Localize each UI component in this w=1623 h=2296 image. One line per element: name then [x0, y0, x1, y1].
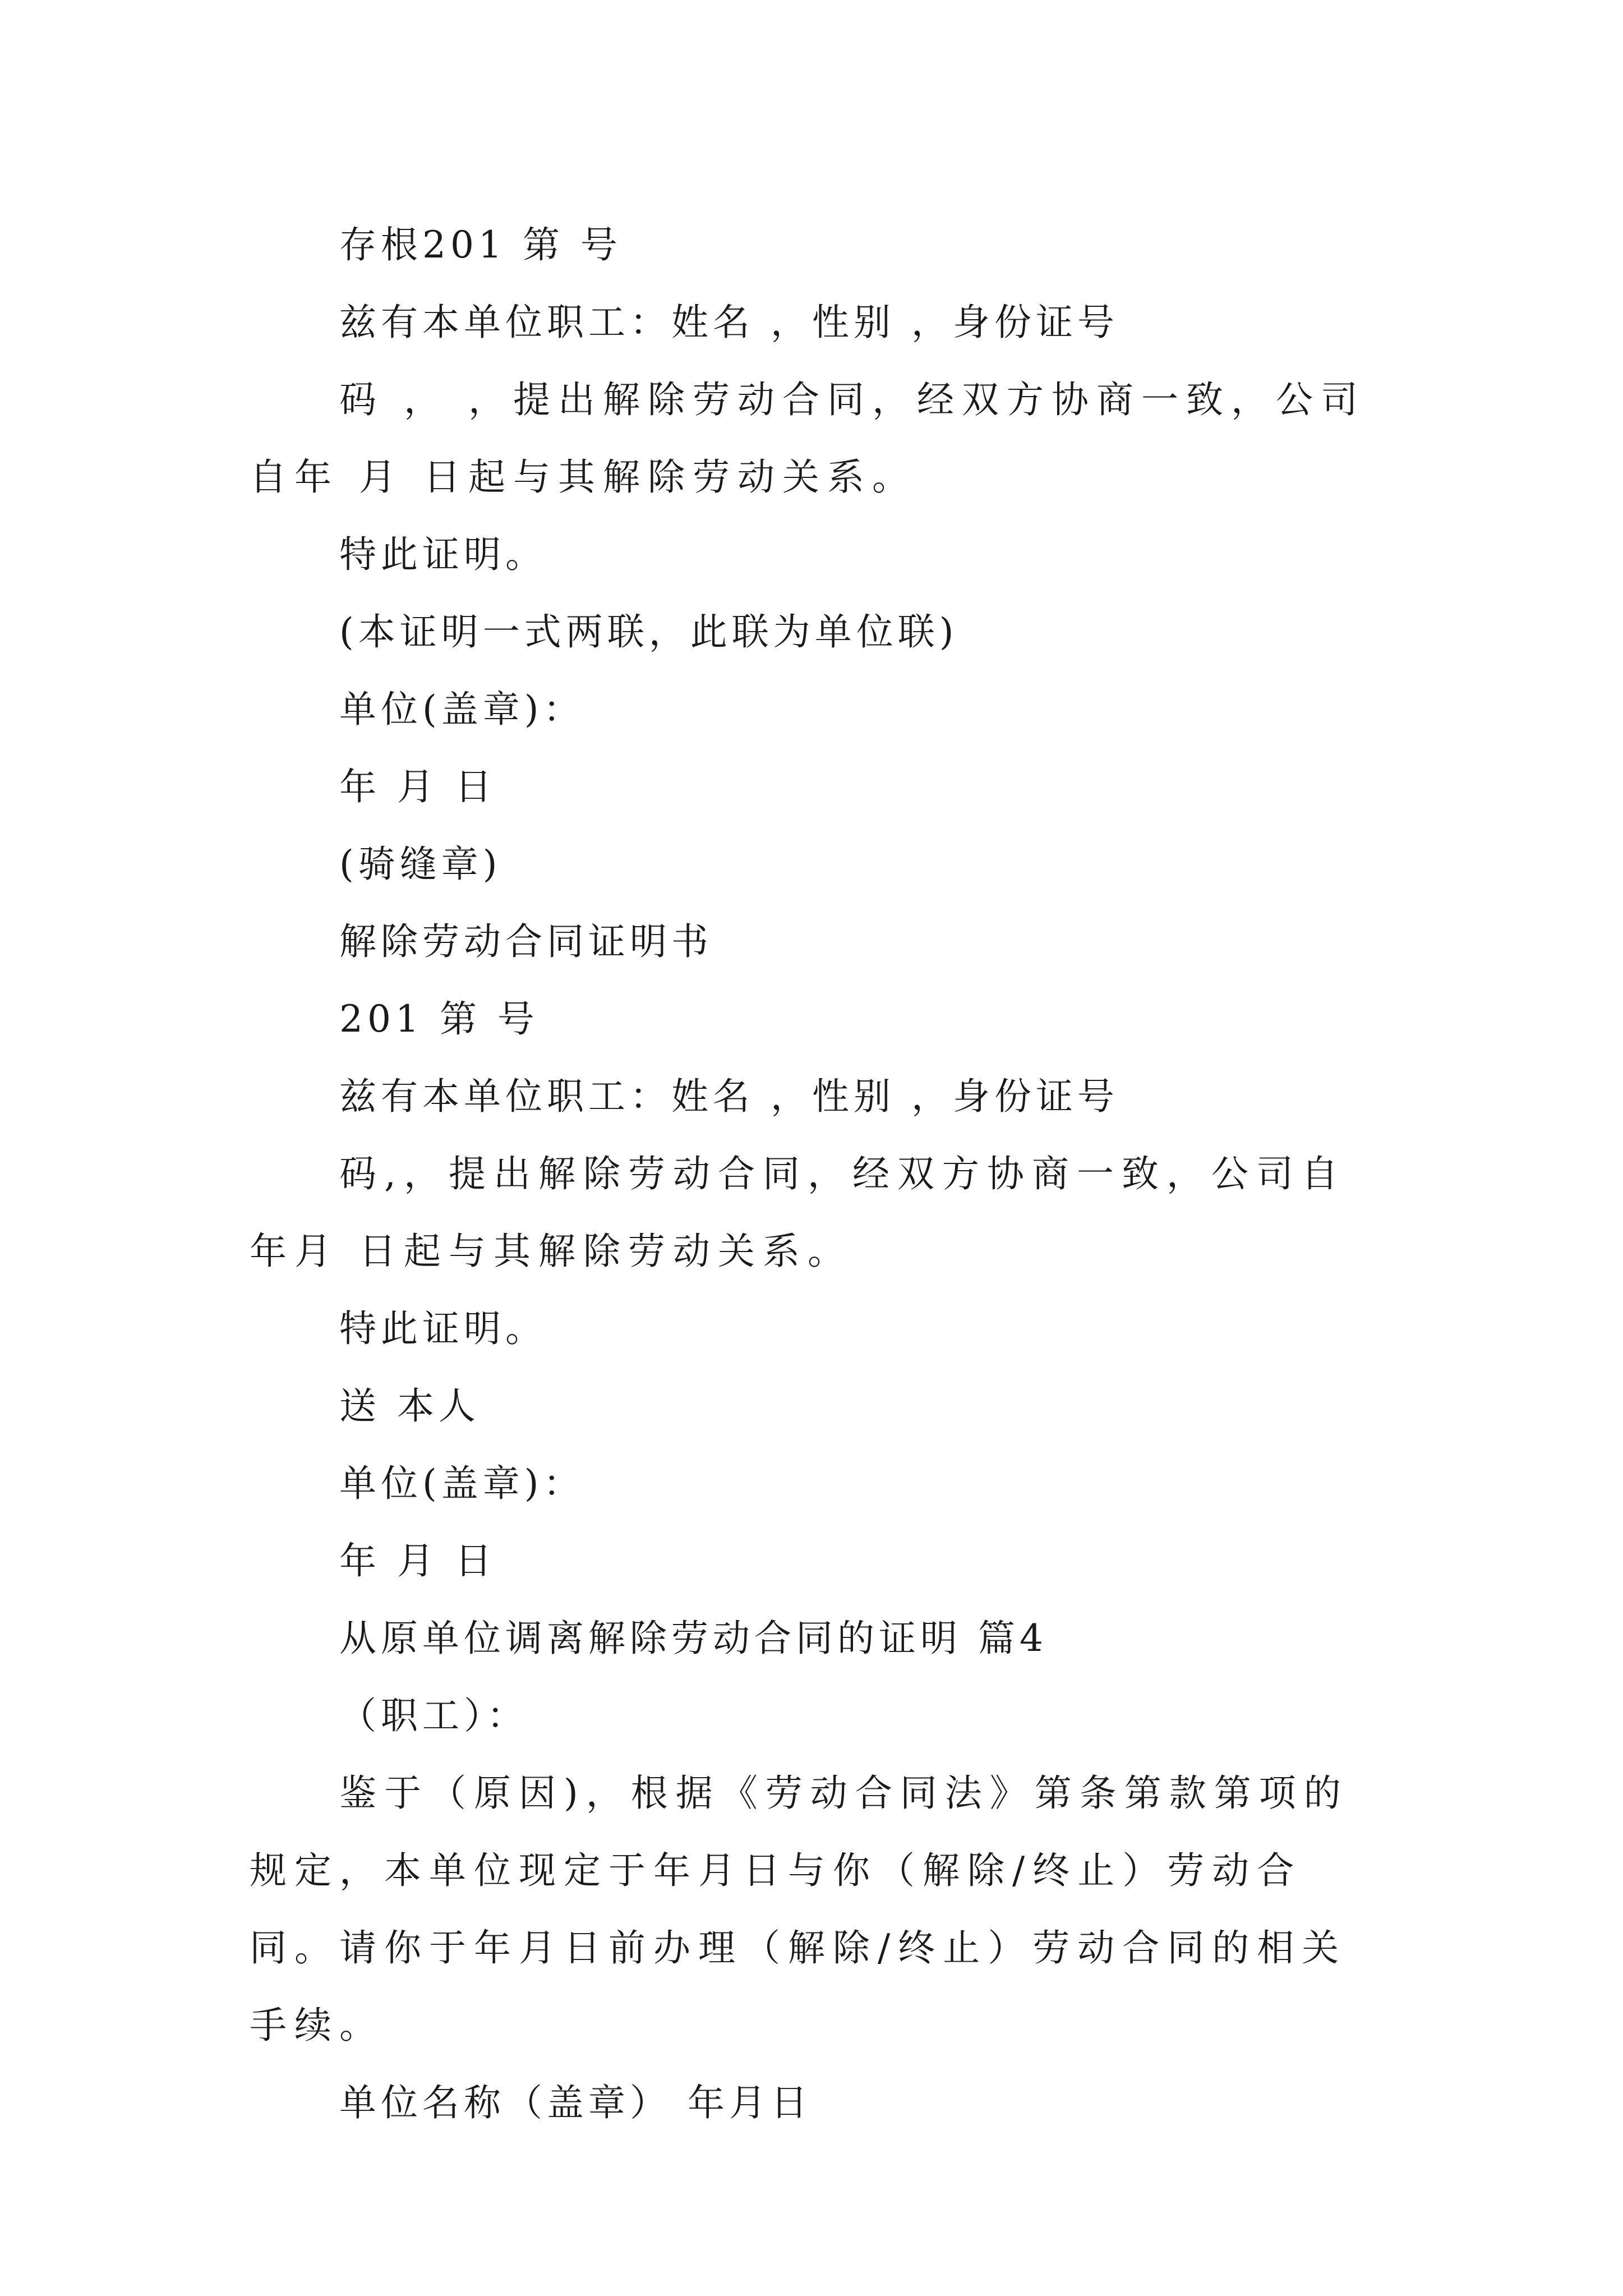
- notice-body: 鉴于（原因)，根据《劳动合同法》第条第款第项的规定，本单位现定于年月日与你（解除/终止）劳动合同。请你于年月日前办理（解除/终止）劳动合同的相关手续。: [250, 1772, 1349, 2047]
- recipient-line: 送 本人: [339, 1384, 480, 1428]
- date-line: 年 月 日: [339, 765, 496, 808]
- unit-signature-line: 单位名称（盖章） 年月日: [339, 2081, 812, 2124]
- employee-info-line: 兹有本单位职工：姓名 ，性别 ，身份证号: [339, 301, 1119, 344]
- termination-statement: 码 ， ，提出解除劳动合同，经双方协商一致，公司自年 月 日起与其解除劳动关系。: [250, 378, 1366, 499]
- date-line: 年 月 日: [339, 1539, 496, 1582]
- certification-line: 特此证明。: [339, 533, 547, 576]
- certificate-title: 解除劳动合同证明书: [339, 920, 713, 963]
- section-heading: 从原单位调离解除劳动合同的证明 篇4: [339, 1617, 1048, 1660]
- certificate-number-line: 201 第 号: [339, 997, 539, 1041]
- unit-seal-label: 单位(盖章)：: [339, 1462, 585, 1505]
- unit-seal-label: 单位(盖章)：: [339, 688, 585, 731]
- stub-number-line: 存根201 第 号: [339, 223, 622, 266]
- termination-statement: 码,，提出解除劳动合同，经双方协商一致，公司自 年月 日起与其解除劳动关系。: [250, 1152, 1366, 1273]
- document-body: [250, 206, 1388, 2142]
- perforation-seal-label: (骑缝章): [339, 843, 502, 886]
- copy-note: (本证明一式两联，此联为单位联): [339, 610, 958, 654]
- addressee-line: （职工）：: [339, 1694, 528, 1737]
- certification-line: 特此证明。: [339, 1307, 547, 1350]
- employee-info-line: 兹有本单位职工：姓名 ，性别 ，身份证号: [339, 1075, 1119, 1118]
